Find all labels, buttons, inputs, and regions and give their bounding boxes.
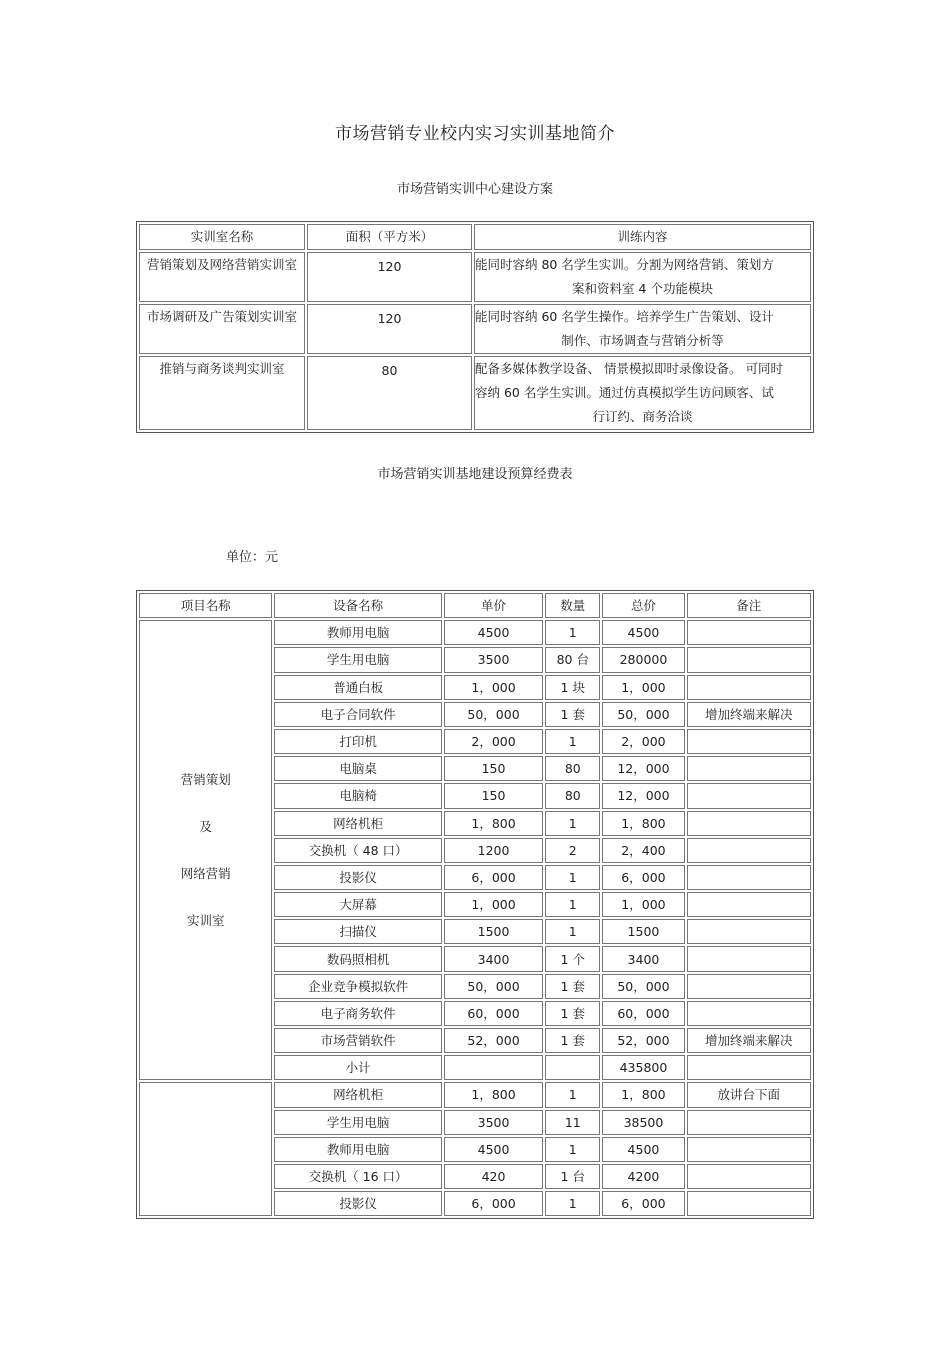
- quantity-cell: 1 台: [545, 1164, 600, 1189]
- header-cell: 实训室名称: [139, 224, 305, 250]
- content-line: 案和资料室 4 个功能模块: [572, 281, 713, 296]
- quantity-cell: 80: [545, 783, 600, 808]
- remark-cell: [687, 1191, 811, 1216]
- total-price-cell: 1，800: [602, 811, 684, 836]
- remark-cell: [687, 1055, 811, 1080]
- equipment-name-cell: 教师用电脑: [274, 1137, 442, 1162]
- quantity-cell: 2: [545, 838, 600, 863]
- unit-price-cell: 3500: [444, 647, 543, 672]
- equipment-name-cell: 电子商务软件: [274, 1001, 442, 1026]
- total-price-cell: 1，000: [602, 892, 684, 917]
- remark-cell: [687, 756, 811, 781]
- unit-price-cell: 1，000: [444, 892, 543, 917]
- unit-price-cell: 3500: [444, 1110, 543, 1135]
- content-line: 制作、市场调查与营销分析等: [561, 333, 724, 348]
- quantity-cell: 80 台: [545, 647, 600, 672]
- header-cell: 总价: [602, 593, 684, 618]
- unit-price-cell: 1500: [444, 919, 543, 944]
- header-cell: 单价: [444, 593, 543, 618]
- total-price-cell: 6，000: [602, 865, 684, 890]
- budget-table: [136, 590, 814, 1219]
- total-price-cell: 4500: [602, 620, 684, 645]
- equipment-name-cell: 普通白板: [274, 675, 442, 700]
- unit-price-cell: 1，800: [444, 1082, 543, 1107]
- quantity-cell: 1: [545, 1082, 600, 1107]
- total-price-cell: 4500: [602, 1137, 684, 1162]
- equipment-name-cell: 小计: [274, 1055, 442, 1080]
- equipment-name-cell: 投影仪: [274, 865, 442, 890]
- remark-cell: [687, 729, 811, 754]
- equipment-name-cell: 大屏幕: [274, 892, 442, 917]
- remark-cell: [687, 1110, 811, 1135]
- total-price-cell: 50，000: [602, 974, 684, 999]
- unit-price-cell: 4500: [444, 1137, 543, 1162]
- unit-price-cell: 1，000: [444, 675, 543, 700]
- unit-price-cell: [444, 1055, 543, 1080]
- total-price-cell: 4200: [602, 1164, 684, 1189]
- equipment-name-cell: 交换机（ 48 口）: [274, 838, 442, 863]
- page-title: 市场营销专业校内实习实训基地简介: [335, 124, 615, 144]
- total-price-cell: 2，000: [602, 729, 684, 754]
- remark-cell: [687, 620, 811, 645]
- header-cell: 设备名称: [274, 593, 442, 618]
- remark-cell: [687, 675, 811, 700]
- quantity-cell: 1: [545, 620, 600, 645]
- quantity-cell: 1 套: [545, 702, 600, 727]
- quantity-cell: 1: [545, 919, 600, 944]
- budget-header-row: [139, 593, 811, 618]
- equipment-name-cell: 电脑椅: [274, 783, 442, 808]
- unit-price-cell: 6，000: [444, 865, 543, 890]
- remark-cell: [687, 974, 811, 999]
- unit-price-cell: 52，000: [444, 1028, 543, 1053]
- budget-unit: 单位：元: [226, 550, 279, 565]
- remark-cell: [687, 1164, 811, 1189]
- content-line: 容纳 60 名学生实训。通过仿真模拟学生访问顾客、试: [475, 385, 774, 400]
- project-name-line: 网络营销: [180, 866, 231, 882]
- total-price-cell: 60，000: [602, 1001, 684, 1026]
- plan-row: [139, 252, 811, 302]
- plan-table: [136, 221, 814, 433]
- quantity-cell: 1 套: [545, 1028, 600, 1053]
- remark-cell: [687, 865, 811, 890]
- quantity-cell: 1: [545, 1191, 600, 1216]
- room-name-cell: [139, 304, 305, 354]
- equipment-name-cell: 打印机: [274, 729, 442, 754]
- plan-header-row: [139, 224, 811, 250]
- quantity-cell: 1: [545, 892, 600, 917]
- equipment-name-cell: 学生用电脑: [274, 647, 442, 672]
- equipment-name-cell: 电脑桌: [274, 756, 442, 781]
- total-price-cell: 3400: [602, 946, 684, 971]
- content-cell: [474, 304, 811, 354]
- total-price-cell: 1，000: [602, 675, 684, 700]
- equipment-name-cell: 企业竞争模拟软件: [274, 974, 442, 999]
- equipment-name-cell: 教师用电脑: [274, 620, 442, 645]
- header-cell: 训练内容: [474, 224, 811, 250]
- content-line: 行订约、商务洽谈: [592, 409, 693, 424]
- remark-cell: [687, 919, 811, 944]
- content-cell: [474, 356, 811, 430]
- equipment-name-cell: 网络机柜: [274, 811, 442, 836]
- room-name-line: 室: [284, 309, 298, 324]
- content-line: 能同时容纳 60 名学生操作。培养学生广告策划、设计: [475, 309, 774, 324]
- area-cell: 120: [307, 252, 472, 302]
- remark-cell: [687, 1001, 811, 1026]
- remark-cell: [687, 783, 811, 808]
- unit-price-cell: 3400: [444, 946, 543, 971]
- budget-group1-row: [139, 620, 811, 645]
- equipment-name-cell: 网络机柜: [274, 1082, 442, 1107]
- header-cell: 项目名称: [139, 593, 272, 618]
- project-name-cell: [139, 1082, 272, 1216]
- quantity-cell: 1: [545, 1137, 600, 1162]
- unit-price-cell: 420: [444, 1164, 543, 1189]
- plan-subtitle: 市场营销实训中心建设方案: [396, 182, 553, 197]
- remark-cell: 增加终端来解决: [687, 702, 811, 727]
- remark-cell: 放讲台下面: [687, 1082, 811, 1107]
- remark-cell: 增加终端来解决: [687, 1028, 811, 1053]
- total-price-cell: 38500: [602, 1110, 684, 1135]
- room-name-line: 室: [284, 257, 298, 272]
- budget-table-body: [139, 593, 811, 1216]
- remark-cell: [687, 1137, 811, 1162]
- equipment-name-cell: 学生用电脑: [274, 1110, 442, 1135]
- quantity-cell: 1 套: [545, 974, 600, 999]
- unit-price-cell: 50，000: [444, 702, 543, 727]
- content-cell: [474, 252, 811, 302]
- total-price-cell: 1，800: [602, 1082, 684, 1107]
- unit-price-cell: 2，000: [444, 729, 543, 754]
- unit-price-cell: 60，000: [444, 1001, 543, 1026]
- remark-cell: [687, 647, 811, 672]
- unit-price-cell: 6，000: [444, 1191, 543, 1216]
- quantity-cell: 1 个: [545, 946, 600, 971]
- content-line: 能同时容纳 80 名学生实训。分割为网络营销、策划方: [475, 257, 774, 272]
- area-cell: 120: [307, 304, 472, 354]
- unit-price-cell: 4500: [444, 620, 543, 645]
- project-name-cell: [139, 620, 272, 1080]
- quantity-cell: 1: [545, 811, 600, 836]
- equipment-name-cell: 交换机（ 16 口）: [274, 1164, 442, 1189]
- unit-price-cell: 1200: [444, 838, 543, 863]
- room-name-line: 推销与商务谈判实训室: [159, 361, 285, 376]
- project-name-line: 实训室: [186, 913, 225, 929]
- equipment-name-cell: 投影仪: [274, 1191, 442, 1216]
- plan-table-body: [139, 224, 811, 430]
- total-price-cell: 280000: [602, 647, 684, 672]
- unit-price-cell: 150: [444, 756, 543, 781]
- total-price-cell: 435800: [602, 1055, 684, 1080]
- quantity-cell: 1 套: [545, 1001, 600, 1026]
- total-price-cell: 52，000: [602, 1028, 684, 1053]
- equipment-name-cell: 电子合同软件: [274, 702, 442, 727]
- remark-cell: [687, 892, 811, 917]
- unit-price-cell: 150: [444, 783, 543, 808]
- remark-cell: [687, 838, 811, 863]
- budget-subtitle: 市场营销实训基地建设预算经费表: [377, 467, 573, 482]
- quantity-cell: 1 块: [545, 675, 600, 700]
- room-name-cell: [139, 252, 305, 302]
- quantity-cell: 1: [545, 865, 600, 890]
- header-cell: 数量: [545, 593, 600, 618]
- unit-price-cell: 1，800: [444, 811, 543, 836]
- budget-group2-row: [139, 1082, 811, 1107]
- quantity-cell: 1: [545, 729, 600, 754]
- content-line: 配备多媒体教学设备、 情景模拟即时录像设备。 可同时: [475, 361, 783, 376]
- room-name-line: 营销策划及网络营销实训: [146, 257, 285, 272]
- plan-row: [139, 356, 811, 430]
- remark-cell: [687, 946, 811, 971]
- total-price-cell: 6，000: [602, 1191, 684, 1216]
- project-name-line: 营销策划: [180, 772, 231, 788]
- plan-row: [139, 304, 811, 354]
- total-price-cell: 1500: [602, 919, 684, 944]
- equipment-name-cell: 数码照相机: [274, 946, 442, 971]
- total-price-cell: 50，000: [602, 702, 684, 727]
- quantity-cell: [545, 1055, 600, 1080]
- equipment-name-cell: 市场营销软件: [274, 1028, 442, 1053]
- quantity-cell: 80: [545, 756, 600, 781]
- room-name-line: 市场调研及广告策划实训: [146, 309, 285, 324]
- header-cell: 面积（平方米）: [307, 224, 472, 250]
- project-name-line: 及: [199, 819, 212, 835]
- room-name-cell: [139, 356, 305, 430]
- unit-price-cell: 50，000: [444, 974, 543, 999]
- total-price-cell: 12，000: [602, 783, 684, 808]
- remark-cell: [687, 811, 811, 836]
- equipment-name-cell: 扫描仪: [274, 919, 442, 944]
- total-price-cell: 2，400: [602, 838, 684, 863]
- header-cell: 备注: [687, 593, 811, 618]
- total-price-cell: 12，000: [602, 756, 684, 781]
- area-cell: 80: [307, 356, 472, 430]
- quantity-cell: 11: [545, 1110, 600, 1135]
